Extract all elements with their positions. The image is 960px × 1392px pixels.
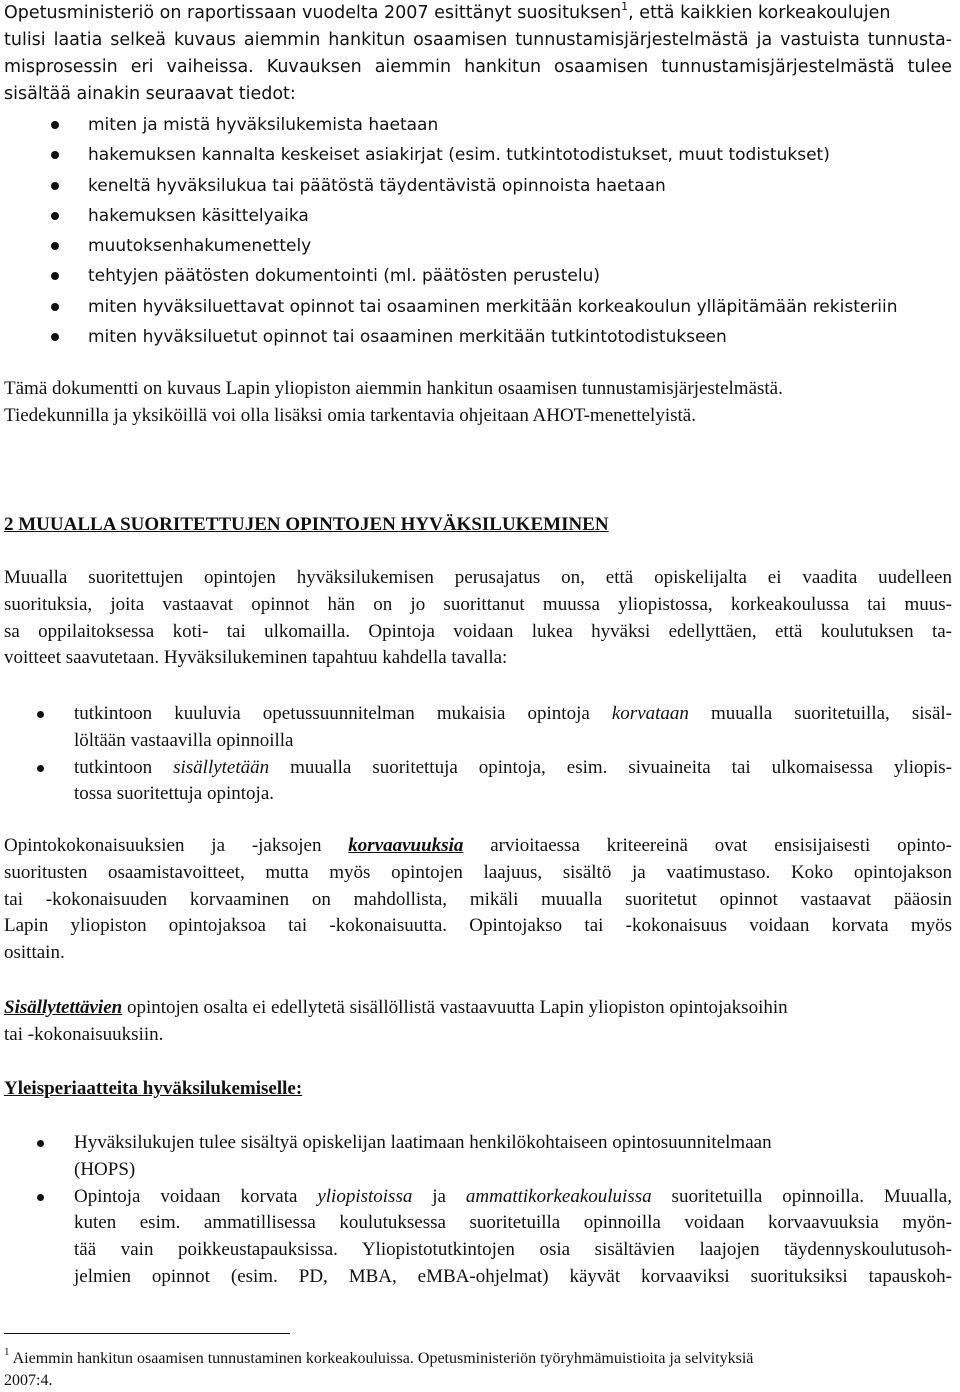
bullet-icon [51,212,59,220]
intro-paragraph [4,0,952,108]
footnote: $^1$ Aiemmin hankitun osaamisen tunnustaminen korkeakouluissa. Opetusministeriön työryhmämuistioita ja selvityksiä 2007:4. [4,1346,754,1389]
list-item: tehtyjen päätösten dokumentointi (ml. päätösten perustelu) [4,261,952,291]
bullet-icon [37,711,44,718]
list-item: Hyväksilukujen tulee sisältyä opiskelijan laatimaan henkilökohtaiseen opintosuunnitelmaan (HOPS) [4,1130,952,1184]
bullet-icon [51,182,59,190]
bullet-icon [37,1194,44,1201]
section2-paragraph-3: Sisällytettävien opintojen osalta ei edellytetä sisällöllistä vastaavuutta Lapin yliopiston opintojaksoihin tai -kokonaisuuksiin. [4,997,788,1045]
footnote-divider [4,1333,290,1334]
bullet-icon [37,1140,44,1147]
intro-bullet-list [4,110,952,352]
list-item: Opintoja voidaan korvata yliopistoissa ja ammattikorkeakouluissa suoritetuilla opinnoilla. Muualla, kuten esim. ammatillisessa koulutuksessa suoritetuilla opinnoilla voidaan korvaavuuksia myön- tää vain poikkeustapauksissa. Yliopistotutkintojen osia sisältävien laajojen täydennyskoulutusoh- jelmien opinnot (esim. PD, MBA, eMBA-ohjelmat) käyvät korvaaviksi suorituksiksi tapauskoh- [4,1184,952,1291]
bullet-icon [51,272,59,280]
section2-bullet-list [4,701,952,808]
intro-line: tulisi laatia selkeä kuvaus aiemmin hankitun osaamisen tunnustamisjärjestelmästä ja vastuista tunnusta- [4,30,952,50]
document-note: Tämä dokumentti on kuvaus Lapin yliopiston aiemmin hankitun osaamisen tunnustamisjärjestelmästä. Tiedekunnilla ja yksiköillä voi olla lisäksi omia tarkentavia ohjeitaan AHOT-menettelyistä. [4,378,783,426]
bullet-icon [51,151,59,159]
bullet-icon [51,333,59,341]
intro-line: misprosessin eri vaiheissa. Kuvauksen aiemmin hankitun osaamisen tunnustamisjärjestelmästä tulee [4,57,952,77]
list-item: miten hyväksiluetut opinnot tai osaaminen merkitään tutkintotodistukseen [4,322,952,352]
list-item: tutkintoon sisällytetään muualla suoritettuja opintoja, esim. sivuaineita tai ulkomaisessa yliopis- tossa suoritettuja opintoja. [4,755,952,809]
principles-list [4,1130,952,1291]
bullet-icon [51,121,59,129]
principles-heading: Yleisperiaatteita hyväksilukemiselle: [4,1078,303,1099]
section2-paragraph-1: Muualla suoritettujen opintojen hyväksilukemisen perusajatus on, että opiskelijalta ei vaadita uudelleen suorituksia, joita vastaavat opinnot hän on jo suorittanut muussa yliopistossa, korkeakoulussa tai muus- sa oppilaitoksessa koti- tai ulkomailla. Opintoja voidaan lukea hyväksi edellyttäen, että koulutuksen ta- voitteet saavutetaan. Hyväksilukeminen tapahtuu kahdella tavalla: [4,567,952,669]
section-heading: 2 MUUALLA SUORITETTUJEN OPINTOJEN HYVÄKSILUKEMINEN [4,514,609,535]
footnote-ref: 1 [621,0,629,13]
list-item: hakemuksen kannalta keskeiset asiakirjat (esim. tutkintotodistukset, muut todistukset) [4,140,952,170]
bullet-icon [51,242,59,250]
list-item: hakemuksen käsittelyaika [4,201,952,231]
list-item: miten hyväksiluettavat opinnot tai osaaminen merkitään korkeakoulun ylläpitämään rekisteriin [4,292,952,322]
intro-line: sisältää ainakin seuraavat tiedot: [4,84,296,104]
list-item: muutoksenhakumenettely [4,231,952,261]
bullet-icon [51,303,59,311]
section2-paragraph-2: Opintokokonaisuuksien ja -jaksojen korvaavuuksia arvioitaessa kriteereinä ovat ensisijaisesti opinto- suoritusten osaamistavoitteet, mutta myös opintojen laajuus, sisältö ja vaatimustaso. Koko opintojakson tai -kokonaisuuden korvaaminen on mahdollista, mikäli muualla suoritetut opinnot vastaavat pääosin Lapin yliopiston opintojaksoa tai -kokonaisuutta. Opintojakso tai -kokonaisuus voidaan korvata myös osittain. [4,835,952,964]
bullet-icon [37,765,44,772]
footnote-marker: 1 [4,1346,10,1358]
intro-line: Opetusministeriö on raportissaan vuodelta 2007 esittänyt suosituksen$^1$, että kaikkien korkeakoulujen [4,0,891,23]
list-item: keneltä hyväksilukua tai päätöstä täydentävistä opinnoista haetaan [4,171,952,201]
list-item: miten ja mistä hyväksilukemista haetaan [4,110,952,140]
list-item: tutkintoon kuuluvia opetussuunnitelman mukaisia opintoja korvataan muualla suoritetuilla, sisäl- löltään vastaavilla opinnoilla [4,701,952,755]
